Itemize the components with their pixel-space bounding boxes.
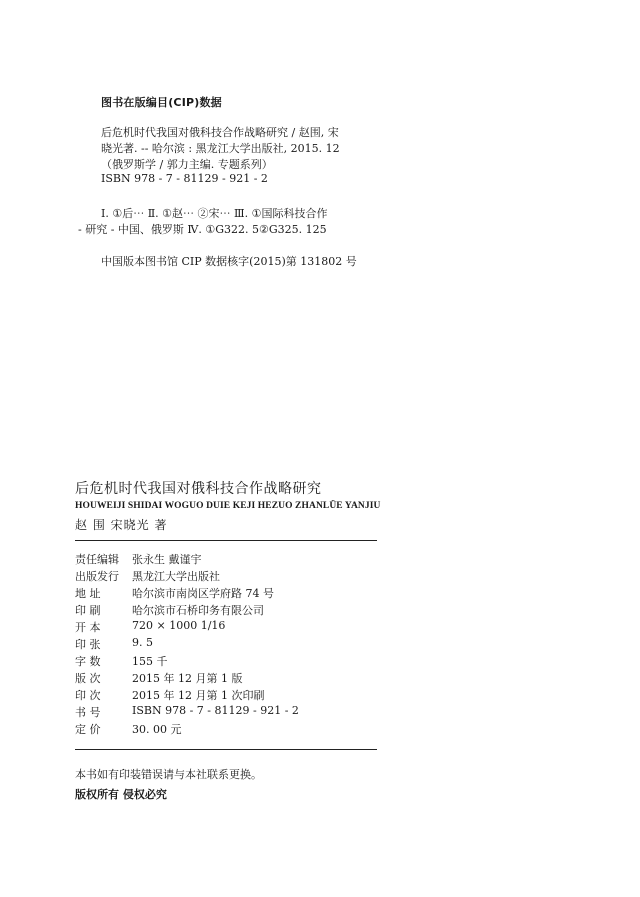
cip-record-number: 中国版本图书馆 CIP 数据核字(2015)第 131802 号: [101, 255, 357, 268]
colophon-label: 开 本: [75, 621, 101, 634]
colophon-value: ISBN 978 - 7 - 81129 - 921 - 2: [132, 704, 299, 717]
copyright-notice: 版权所有 侵权必究: [75, 788, 167, 801]
colophon-row: [75, 568, 220, 584]
cip-heading: 图书在版编目(CIP)数据: [101, 96, 222, 109]
top-divider: [75, 540, 377, 541]
book-title-pinyin: HOUWEIJI SHIDAI WOGUO DUIE KEJI HEZUO ZHANLÜE YANJIU: [75, 501, 381, 511]
colophon-row: [75, 551, 202, 567]
colophon-label: 版 次: [75, 672, 101, 685]
colophon-row: [75, 636, 153, 652]
colophon-row: [75, 619, 225, 635]
cip-line: ISBN 978 - 7 - 81129 - 921 - 2: [101, 172, 268, 185]
colophon-label: 印 张: [75, 638, 101, 651]
book-title: 后危机时代我国对俄科技合作战略研究: [75, 481, 322, 497]
colophon-value: 9. 5: [132, 636, 153, 649]
colophon-row: [75, 704, 299, 720]
colophon-label: 地 址: [75, 587, 101, 600]
replacement-notice: 本书如有印装错误请与本社联系更换。: [75, 768, 262, 781]
colophon-value: 黑龙江大学出版社: [132, 570, 220, 583]
colophon-label: 印 刷: [75, 604, 101, 617]
cip-line: 晓光著. -- 哈尔滨 : 黑龙江大学出版社, 2015. 12: [101, 142, 340, 155]
colophon-row: [75, 653, 168, 669]
book-authors: 赵 围 宋晓光 著: [75, 518, 168, 532]
colophon-value: 2015 年 12 月第 1 版: [132, 672, 243, 685]
colophon-row: [75, 585, 274, 601]
colophon-value: 哈尔滨市石桥印务有限公司: [132, 604, 264, 617]
colophon-value: 2015 年 12 月第 1 次印刷: [132, 689, 265, 702]
cip-classification-line: Ⅰ. ①后⋯ Ⅱ. ①赵⋯ ②宋⋯ Ⅲ. ①国际科技合作: [101, 207, 328, 220]
bottom-divider: [75, 749, 377, 750]
cip-line: 后危机时代我国对俄科技合作战略研究 / 赵围, 宋: [101, 126, 339, 139]
colophon-label: 书 号: [75, 706, 101, 719]
colophon-value: 30. 00 元: [132, 723, 182, 736]
colophon-value: 155 千: [132, 655, 168, 668]
colophon-label: 印 次: [75, 689, 101, 702]
colophon-label: 字 数: [75, 655, 101, 668]
colophon-value: 哈尔滨市南岗区学府路 74 号: [132, 587, 274, 600]
colophon-label: 出版发行: [75, 570, 119, 583]
colophon-row: [75, 602, 264, 618]
colophon-row: [75, 721, 181, 737]
colophon-value: 张永生 戴谨宇: [132, 553, 202, 566]
colophon-row: [75, 670, 242, 686]
colophon-value: 720 × 1000 1/16: [132, 619, 226, 632]
cip-classification-line: - 研究 - 中国、俄罗斯 Ⅳ. ①G322. 5②G325. 125: [78, 223, 327, 236]
colophon-row: [75, 687, 264, 703]
colophon-label: 责任编辑: [75, 553, 119, 566]
cip-line: （俄罗斯学 / 郭力主编. 专题系列）: [101, 158, 273, 171]
colophon-label: 定 价: [75, 723, 101, 736]
